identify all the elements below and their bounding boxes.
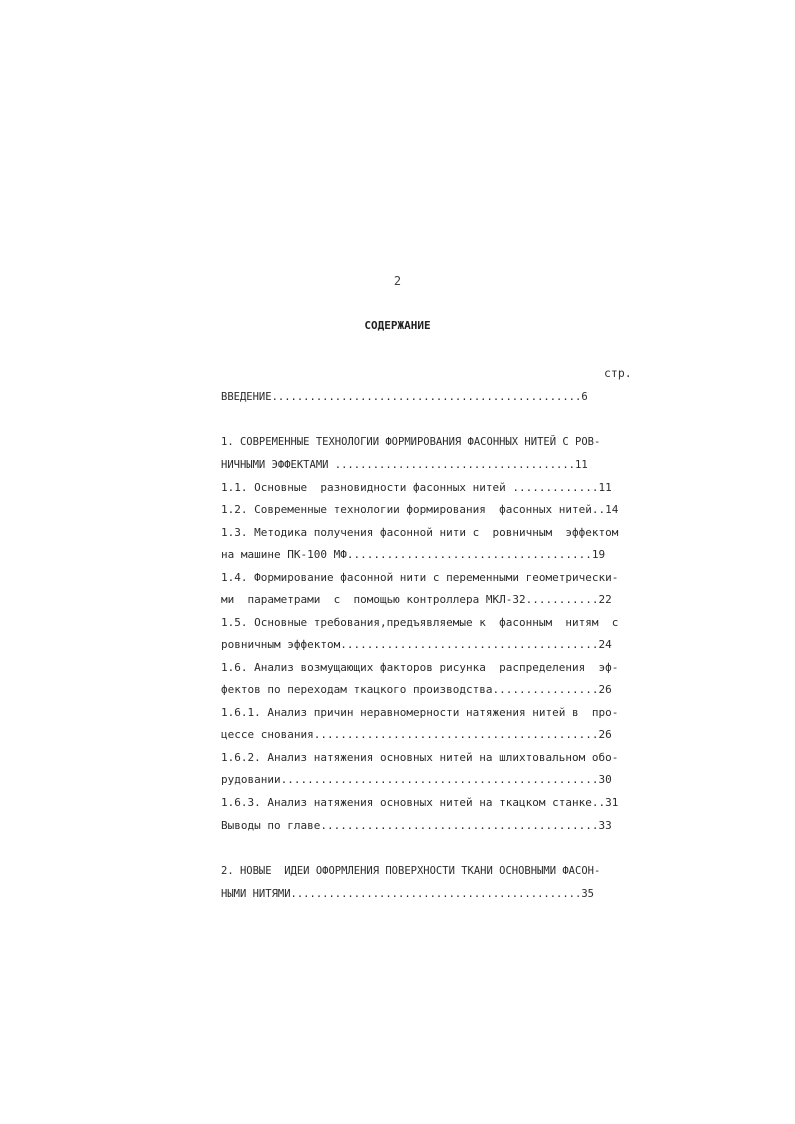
toc-entry-chapter-1-conclusions: Выводы по главе..........................................33 [221,819,612,832]
toc-entry-1-2: 1.2. Современные технологии формирования фасонных нитей..14 [221,503,619,516]
toc-entry-1-6-3: 1.6.3. Анализ натяжения основных нитей на ткацком станке..31 [221,796,619,809]
toc-entry-1-6-1-line-2: цессе снования...........................................26 [221,728,612,741]
toc-entry-introduction: ВВЕДЕНИЕ.................................................6 [221,391,588,403]
toc-entry-chapter-2-line-2: НЫМИ НИТЯМИ..............................................35 [221,888,594,900]
toc-entry-1-6-line-1: 1.6. Анализ возмущающих факторов рисунка распределения эф- [221,661,619,674]
toc-entry-1-6-2-line-1: 1.6.2. Анализ натяжения основных нитей на шлихтовальном обо- [221,751,619,764]
toc-entry-chapter-1-line-2: НИЧНЫМИ ЭФФЕКТАМИ ......................................11 [221,459,588,471]
toc-entry-chapter-2-line-1: 2. НОВЫЕ ИДЕИ ОФОРМЛЕНИЯ ПОВЕРХНОСТИ ТКАНИ ОСНОВНЫМИ ФАСОН- [221,865,601,877]
toc-entry-1-6-1-line-1: 1.6.1. Анализ причин неравномерности натяжения нитей в про- [221,706,619,719]
toc-entry-1-3-line-1: 1.3. Методика получения фасонной нити с ровничным эффектом [221,526,619,539]
toc-entry-1-3-line-2: на машине ПК-100 МФ.....................................19 [221,548,606,561]
page-column-label: стр. [604,366,632,380]
toc-entry-chapter-1-line-1: 1. СОВРЕМЕННЫЕ ТЕХНОЛОГИИ ФОРМИРОВАНИЯ ФАСОННЫХ НИТЕЙ С РОВ- [221,436,601,448]
toc-entry-1-6-2-line-2: рудовании................................................30 [221,773,612,786]
toc-entry-1-1: 1.1. Основные разновидности фасонных нитей .............11 [221,481,612,494]
page-number: 2 [393,274,402,288]
toc-entry-1-5-line-1: 1.5. Основные требования,предъявляемые к фасонным нитям с [221,616,619,629]
toc-entry-1-4-line-1: 1.4. Формирование фасонной нити с переменными геометрически- [221,571,619,584]
toc-entry-1-6-line-2: фектов по переходам ткацкого производства................26 [221,683,612,696]
toc-entry-1-5-line-2: ровничным эффектом.......................................24 [221,638,612,651]
toc-heading: СОДЕРЖАНИЕ [364,319,431,332]
toc-entry-1-4-line-2: ми параметрами с помощью контроллера МКЛ-32...........22 [221,593,612,606]
